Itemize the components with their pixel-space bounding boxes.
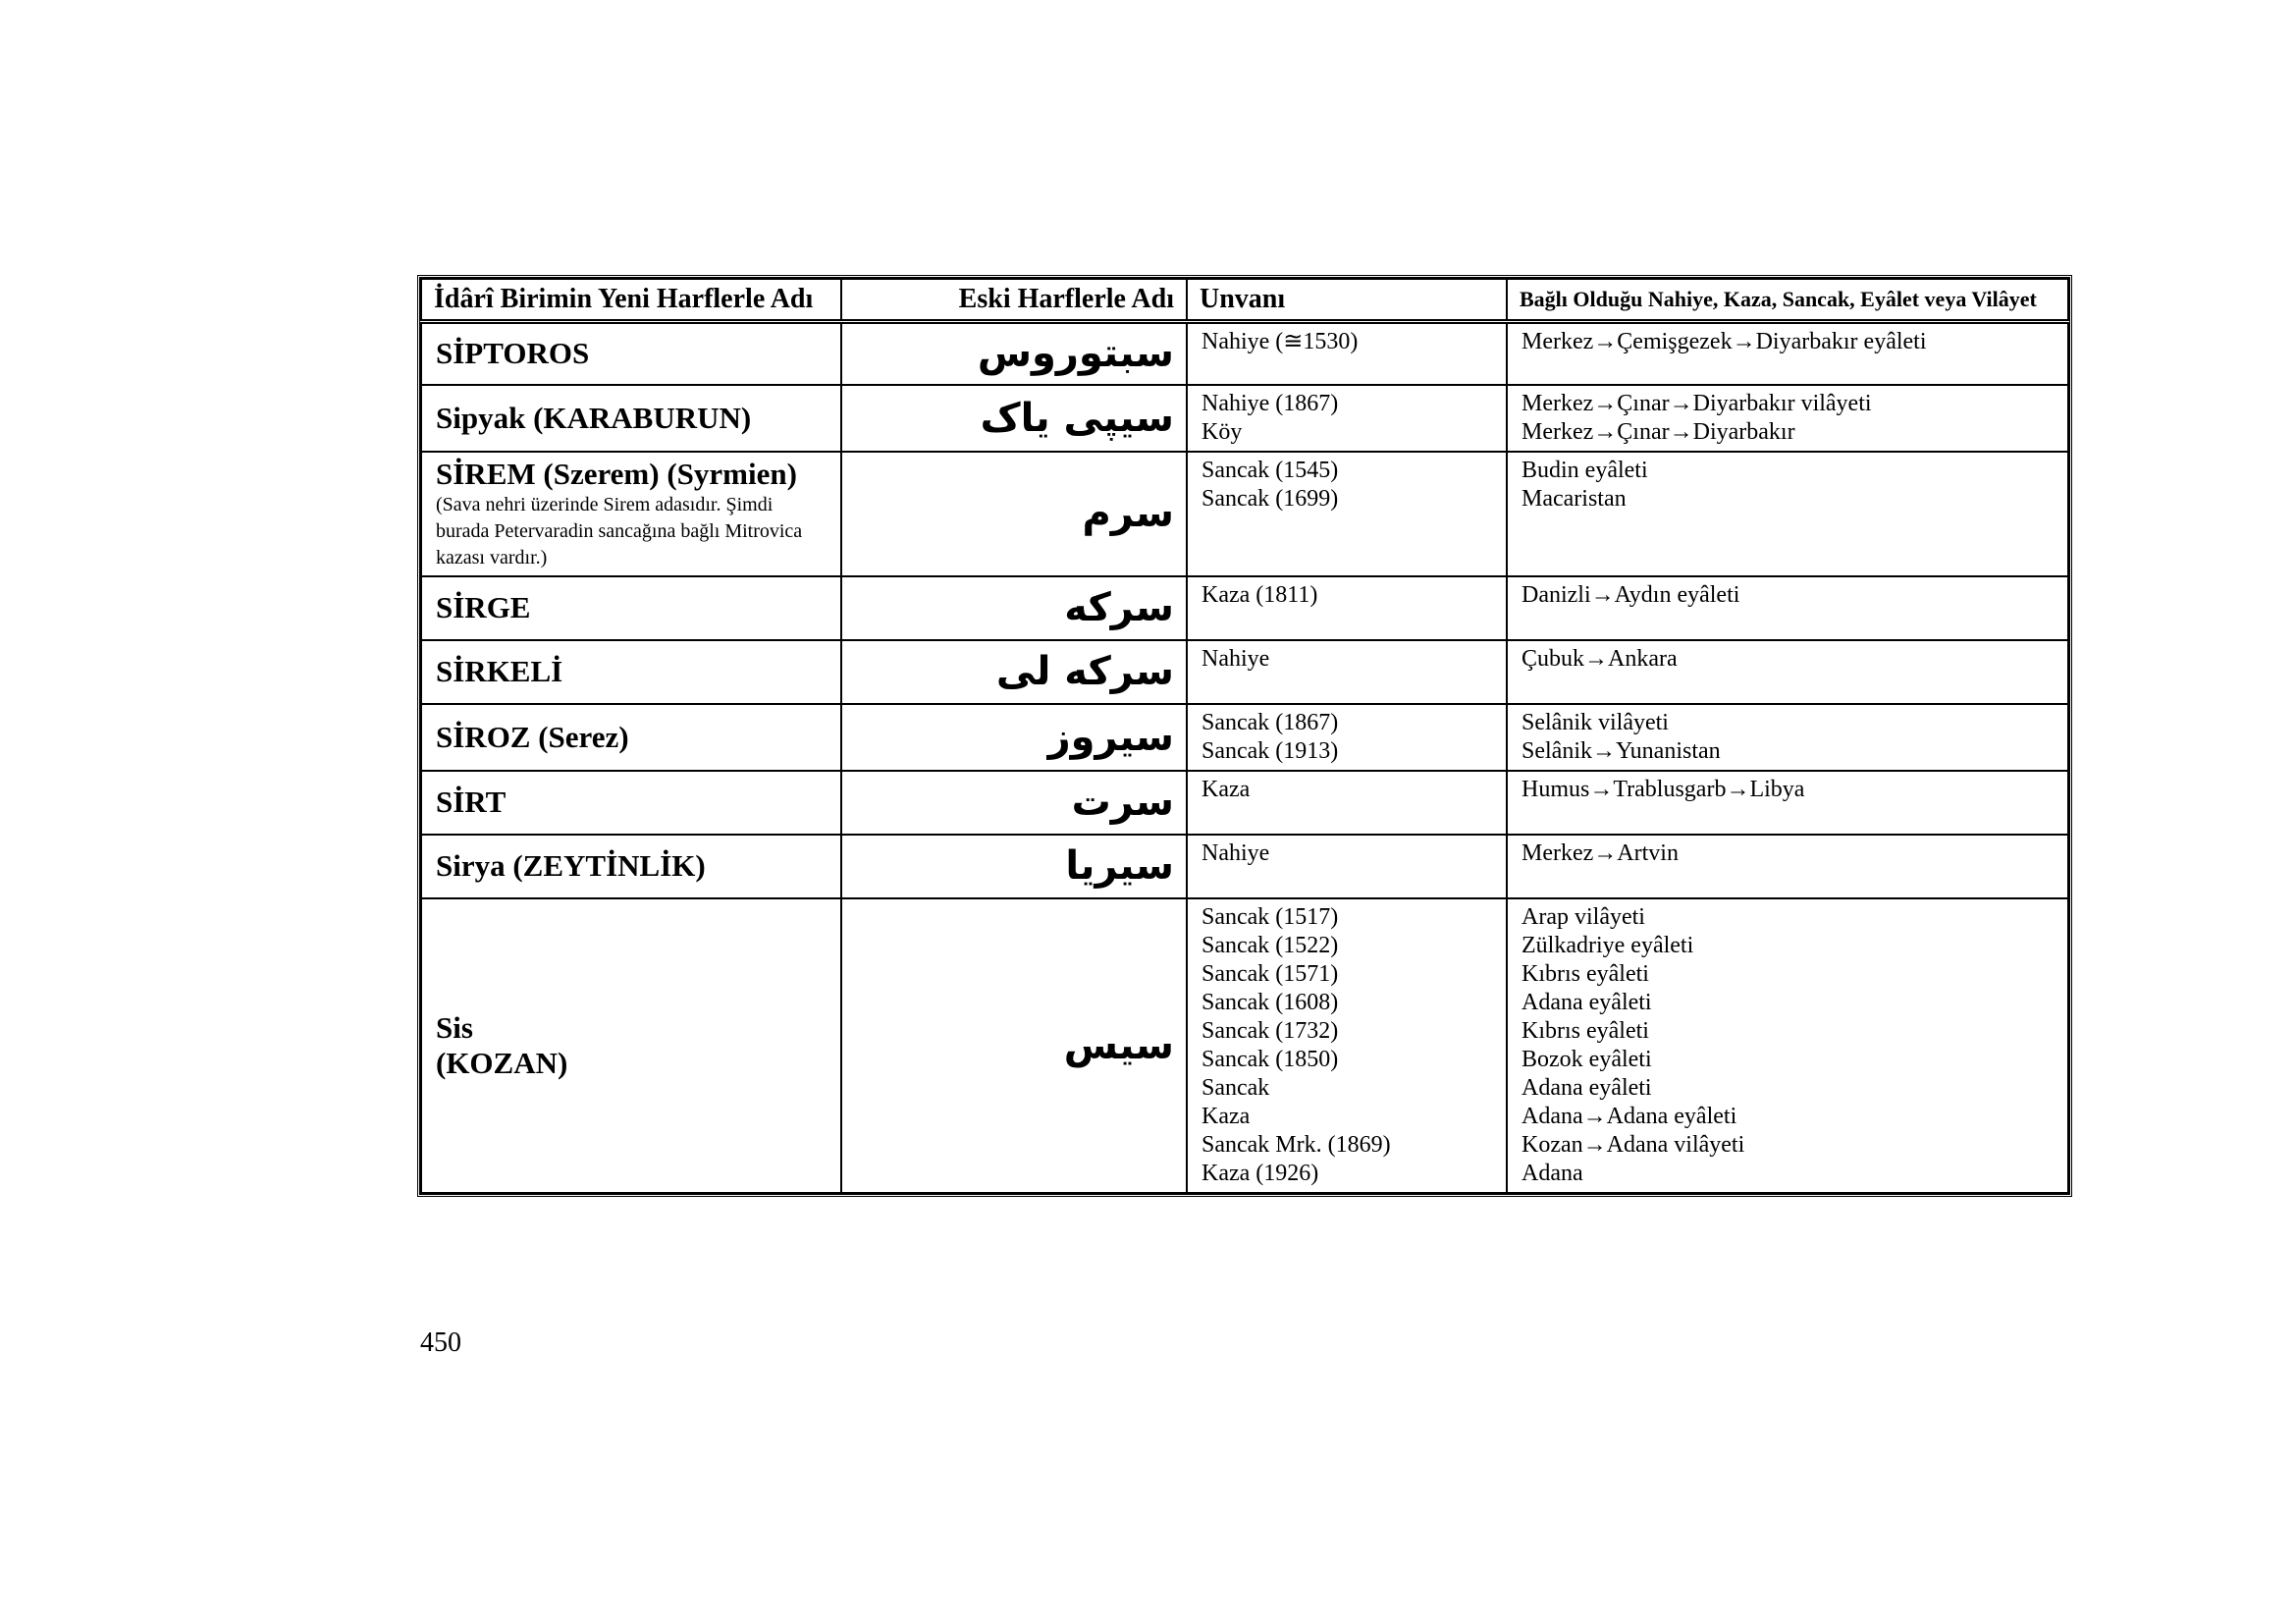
table-row: [421, 898, 2068, 1193]
title-cell: [1187, 704, 1507, 771]
parent-line: Bozok eyâleti: [1522, 1046, 1652, 1072]
title-cell: [1187, 576, 1507, 640]
title-line: Sancak (1699): [1201, 485, 1339, 512]
parent-line: Budin eyâleti: [1522, 457, 1648, 483]
table-row: [421, 322, 2068, 385]
title-cell: [1187, 385, 1507, 452]
title-line: Kaza (1926): [1201, 1160, 1319, 1186]
table-row: [421, 704, 2068, 771]
old-script-name: سرت: [841, 771, 1187, 835]
title-line: Nahiye (≅1530): [1201, 329, 1359, 354]
parent-line: Merkez→Çınar→Diyarbakır: [1522, 418, 1795, 445]
parent-line: Kıbrıs eyâleti: [1522, 1017, 1649, 1044]
parent-line: Danizli→Aydın eyâleti: [1522, 581, 1740, 608]
parent-cell: [1507, 835, 2068, 898]
old-script-name: سرم: [841, 452, 1187, 576]
parent-line: Çubuk→Ankara: [1522, 645, 1678, 672]
unit-name-cell: [421, 704, 841, 771]
parent-line: Arap vilâyeti: [1522, 903, 1645, 930]
header-parent: Bağlı Olduğu Nahiye, Kaza, Sancak, Eyâlet veya Vilâyet: [1507, 279, 2068, 322]
title-line: Sancak (1867): [1201, 709, 1339, 735]
parent-line: Zülkadriye eyâleti: [1522, 932, 1694, 958]
unit-name-cell: [421, 640, 841, 704]
unit-name: SİRT: [436, 785, 507, 819]
parent-line: Selânik vilâyeti: [1522, 709, 1669, 735]
title-line: Kaza: [1201, 1103, 1251, 1129]
old-script-name: سيريا: [841, 835, 1187, 898]
header-old-name: Eski Harflerle Adı: [841, 279, 1187, 322]
title-line: Sancak (1517): [1201, 903, 1339, 930]
title-line: Sancak (1913): [1201, 737, 1339, 764]
title-cell: [1187, 322, 1507, 385]
unit-name: Sis: [436, 1009, 473, 1045]
title-cell: [1187, 640, 1507, 704]
title-line: Nahiye: [1201, 839, 1270, 866]
unit-name-cell: [421, 452, 841, 576]
title-line: Sancak (1522): [1201, 932, 1339, 958]
header-new-name: İdârî Birimin Yeni Harflerle Adı: [421, 279, 841, 322]
parent-line: Merkez→Artvin: [1522, 839, 1679, 866]
old-script-name: سيس: [841, 898, 1187, 1193]
title-line: Sancak (1608): [1201, 989, 1339, 1015]
admin-units-table: [417, 275, 2072, 1197]
old-script-name: سيروز: [841, 704, 1187, 771]
parent-line: Selânik→Yunanistan: [1522, 737, 1721, 764]
unit-name-cell: [421, 835, 841, 898]
old-script-name: سبتوروس: [841, 322, 1187, 385]
unit-name: SİRGE: [436, 590, 531, 624]
page-number: 450: [420, 1327, 461, 1358]
table-row: [421, 835, 2068, 898]
unit-name-alt: (KOZAN): [436, 1045, 568, 1080]
title-line: Sancak (1571): [1201, 960, 1339, 987]
title-line: Sancak: [1201, 1074, 1270, 1101]
unit-name: Sipyak (KARABURUN): [436, 400, 752, 435]
title-cell: [1187, 771, 1507, 835]
header-title: Unvanı: [1187, 279, 1507, 322]
title-line: Kaza: [1201, 776, 1251, 802]
unit-name: SİRKELİ: [436, 654, 563, 688]
title-cell: [1187, 452, 1507, 576]
title-line: Nahiye (1867): [1201, 390, 1339, 416]
title-line: Sancak (1732): [1201, 1017, 1339, 1044]
parent-cell: [1507, 704, 2068, 771]
parent-line: Adana: [1522, 1160, 1583, 1186]
parent-cell: [1507, 576, 2068, 640]
unit-name: SİREM (Szerem) (Syrmien): [436, 456, 797, 491]
unit-name-cell: [421, 385, 841, 452]
parent-line: Adana→Adana eyâleti: [1522, 1103, 1737, 1129]
title-line: Sancak (1850): [1201, 1046, 1339, 1072]
old-script-name: سركه لى: [841, 640, 1187, 704]
parent-line: Kıbrıs eyâleti: [1522, 960, 1649, 987]
unit-name-cell: [421, 898, 841, 1193]
unit-name: Sirya (ZEYTİNLİK): [436, 848, 706, 883]
table-row: [421, 452, 2068, 576]
header-row: [421, 279, 2068, 322]
parent-cell: [1507, 640, 2068, 704]
parent-line: Kozan→Adana vilâyeti: [1522, 1131, 1745, 1158]
old-script-name: سيپى ياک: [841, 385, 1187, 452]
parent-line: Macaristan: [1522, 485, 1627, 512]
parent-cell: [1507, 385, 2068, 452]
unit-name: SİPTOROS: [436, 336, 590, 371]
title-line: Kaza (1811): [1201, 581, 1318, 608]
title-line: Nahiye: [1201, 645, 1270, 672]
parent-line: Adana eyâleti: [1522, 989, 1652, 1015]
parent-line: Adana eyâleti: [1522, 1074, 1652, 1101]
title-line: Köy: [1201, 418, 1243, 445]
table-row: [421, 771, 2068, 835]
title-cell: [1187, 835, 1507, 898]
title-line: Sancak (1545): [1201, 457, 1339, 483]
table-row: [421, 576, 2068, 640]
unit-name-cell: [421, 576, 841, 640]
parent-cell: [1507, 771, 2068, 835]
title-cell: [1187, 898, 1507, 1193]
parent-line: Merkez→Çemişgezek→Diyarbakır eyâleti: [1522, 329, 1927, 354]
table-row: [421, 640, 2068, 704]
parent-line: Humus→Trablusgarb→Libya: [1522, 776, 1805, 802]
unit-name-cell: [421, 771, 841, 835]
parent-cell: [1507, 898, 2068, 1193]
parent-cell: [1507, 322, 2068, 385]
parent-cell: [1507, 452, 2068, 576]
title-line: Sancak Mrk. (1869): [1201, 1131, 1391, 1158]
table-row: [421, 385, 2068, 452]
unit-note: (Sava nehri üzerinde Sirem adasıdır. Şimdi burada Petervaradin sancağına bağlı Mitrovica kazası vardır.): [436, 493, 803, 568]
unit-name-cell: [421, 322, 841, 385]
parent-line: Merkez→Çınar→Diyarbakır vilâyeti: [1522, 390, 1872, 416]
old-script-name: سركه: [841, 576, 1187, 640]
unit-name: SİROZ (Serez): [436, 719, 629, 754]
